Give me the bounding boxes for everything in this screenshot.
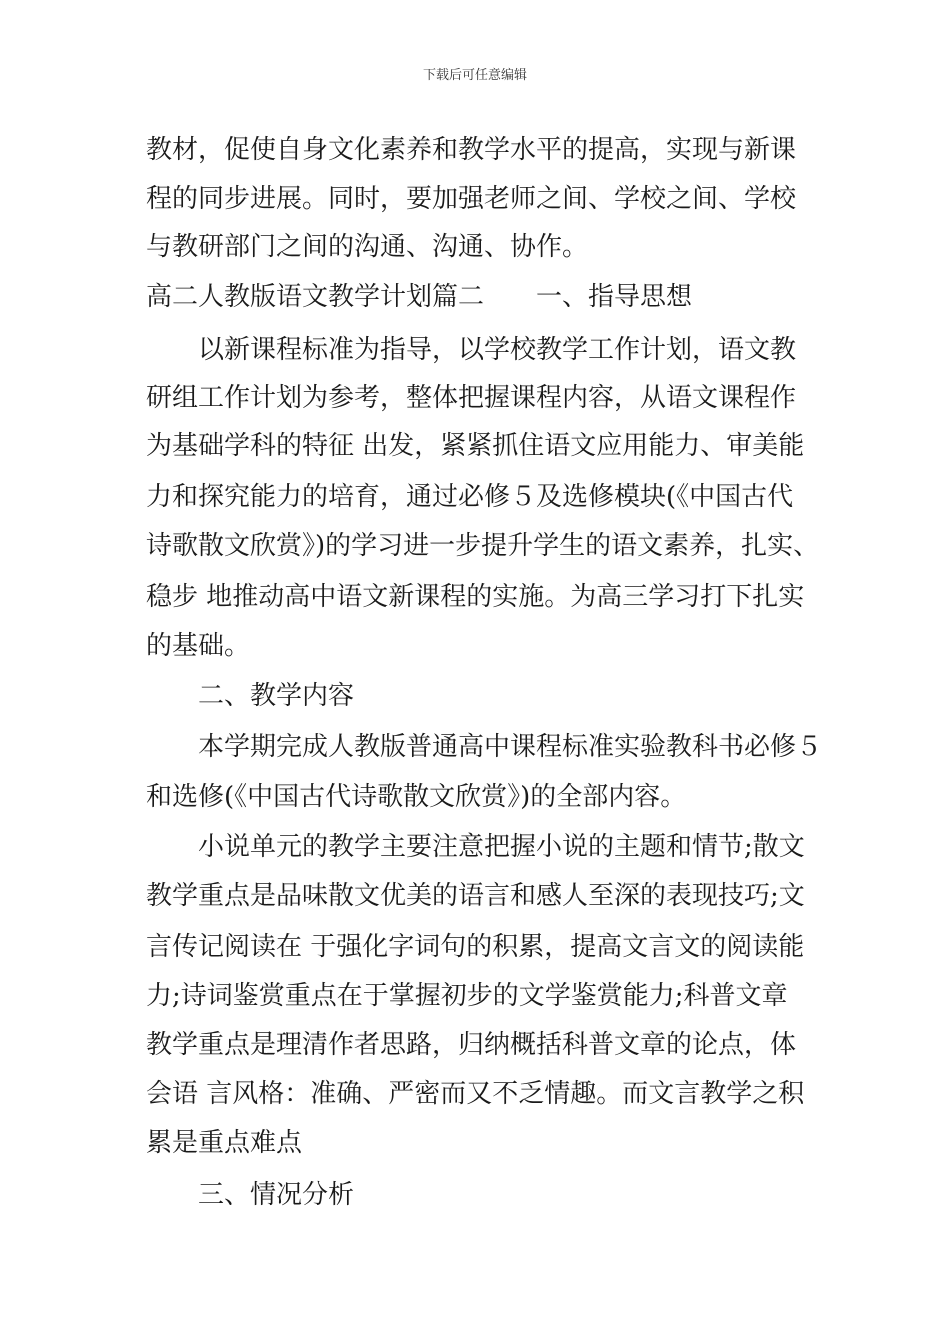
section-heading: 高二人教版语文教学计划篇二 一、指导思想 — [146, 282, 693, 312]
section-heading: 二、教学内容 — [146, 681, 355, 711]
body-line: 教学重点是理清作者思路，归纳概括科普文章的论点，体 — [146, 1030, 797, 1060]
body-line: 研组工作计划为参考，整体把握课程内容，从语文课程作 — [146, 383, 797, 413]
body-line: 与教研部门之间的沟通、沟通、协作。 — [146, 232, 589, 262]
page-header-note: 下载后可任意编辑 — [422, 68, 527, 83]
body-line: 小说单元的教学主要注意把握小说的主题和情节;散文 — [146, 832, 805, 862]
body-line: 稳步 地推动高中语文新课程的实施。为高三学习打下扎实 — [146, 582, 805, 612]
body-line: 诗歌散文欣赏》)的学习进一步提升学生的语文素养，扎实、 — [146, 531, 820, 561]
body-line: 教材，促使自身文化素养和教学水平的提高，实现与新课 — [146, 135, 797, 165]
body-line: 为基础学科的特征 出发，紧紧抓住语文应用能力、审美能 — [146, 431, 805, 461]
body-line: 教学重点是品味散文优美的语言和感人至深的表现技巧;文 — [146, 881, 805, 911]
body-line: 力和探究能力的培育，通过必修５及选修模块(《中国古代 — [146, 482, 794, 512]
section-heading: 三、情况分析 — [146, 1180, 355, 1210]
body-line: 和选修(《中国古代诗歌散文欣赏》)的全部内容。 — [146, 782, 687, 812]
body-line: 的基础。 — [146, 631, 251, 661]
body-line: 本学期完成人教版普通高中课程标准实验教科书必修５ — [146, 732, 823, 762]
body-line: 累是重点难点 — [146, 1128, 303, 1158]
body-line: 程的同步进展。同时，要加强老师之间、学校之间、学校 — [146, 184, 797, 214]
body-line: 以新课程标准为指导，以学校教学工作计划，语文教 — [146, 335, 797, 365]
body-line: 会语 言风格：准确、严密而又不乏情趣。而文言教学之积 — [146, 1079, 805, 1109]
body-line: 力;诗词鉴赏重点在于掌握初步的文学鉴赏能力;科普文章 — [146, 981, 788, 1011]
body-line: 言传记阅读在 于强化字词句的积累，提高文言文的阅读能 — [146, 932, 805, 962]
